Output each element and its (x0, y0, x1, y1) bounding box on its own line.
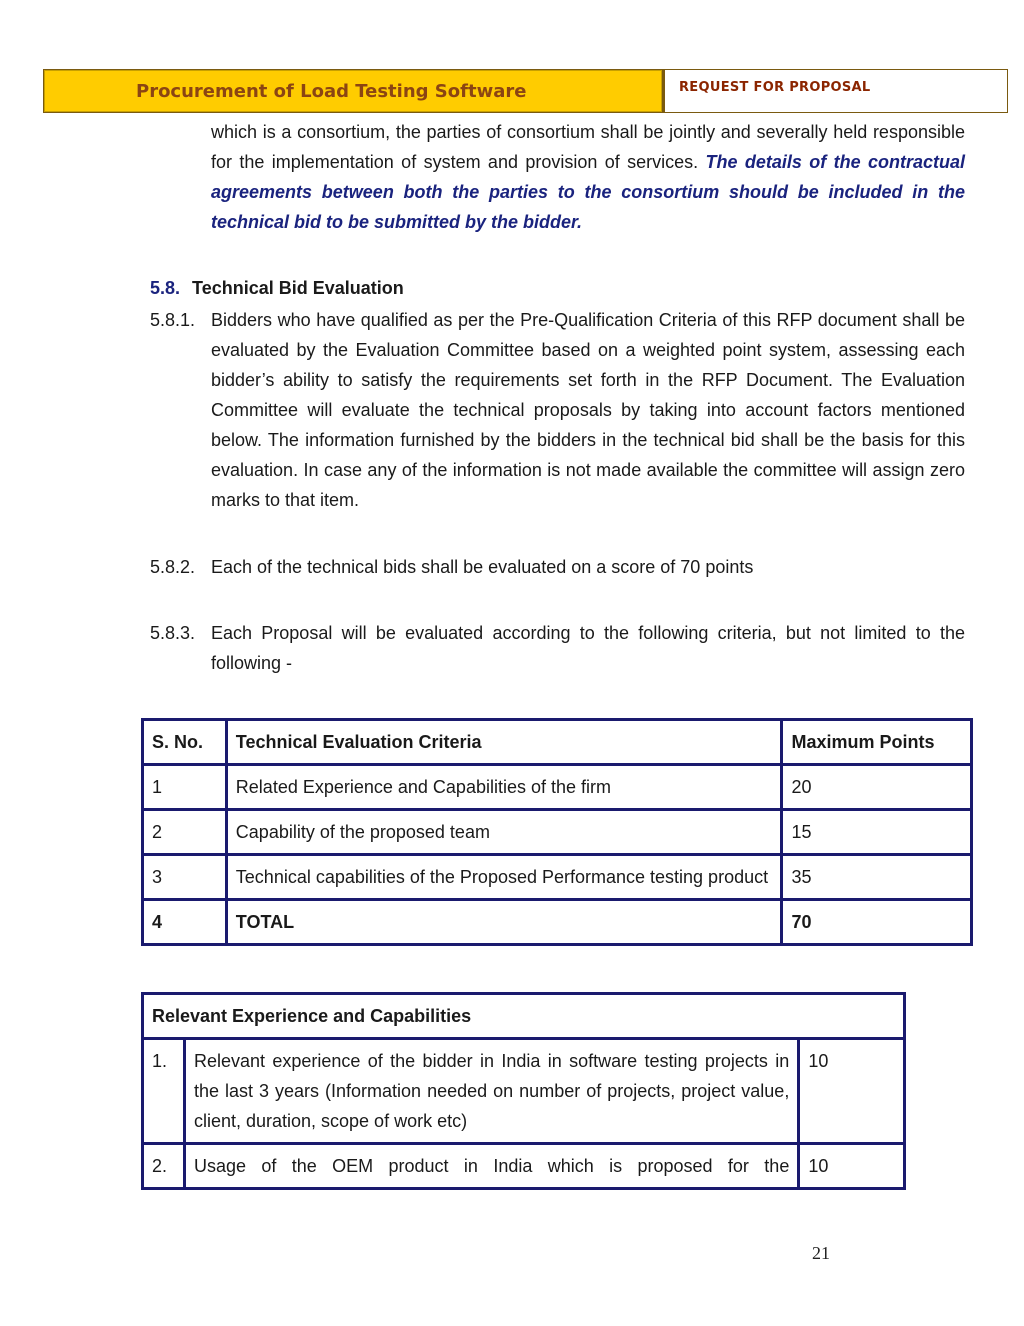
max-points: 20 (782, 765, 972, 810)
table-row (143, 1144, 905, 1189)
intro-emphasis: The details of the contractual agreements between both the parties to the consortium should be included in the technical bid to be submitted by the bidder. (211, 152, 965, 232)
intro-paragraph (211, 117, 965, 237)
criterion-text: Technical capabilities of the Proposed Performance testing product (226, 855, 782, 900)
page-header (43, 69, 1008, 115)
table-title-row (143, 994, 905, 1039)
document-title: Procurement of Load Testing Software (43, 69, 663, 113)
row-number: 2. (143, 1144, 185, 1189)
criterion-text: Usage of the OEM product in India which is proposed for the (184, 1144, 798, 1189)
max-points: 35 (782, 855, 972, 900)
clause-text: Each Proposal will be evaluated according to the following criteria, but not limited to the following - (211, 623, 965, 673)
section-title: Technical Bid Evaluation (192, 278, 404, 298)
criterion-text: Relevant experience of the bidder in India in software testing projects in the last 3 years (Information needed on number of projects, project value, client, duration, scope of work etc) (184, 1039, 798, 1144)
intro-text: which is a consortium, the parties of consortium shall be jointly and severally held responsible for the implementation of system and provision of services. (211, 122, 965, 172)
table-row (143, 1039, 905, 1144)
row-number: 4 (143, 900, 227, 945)
criteria-table (141, 718, 973, 946)
max-points: 10 (799, 1039, 905, 1144)
experience-table (141, 992, 906, 1190)
row-number: 3 (143, 855, 227, 900)
max-points: 15 (782, 810, 972, 855)
clause-number: 5.8.1. (150, 310, 196, 330)
clause-text: Bidders who have qualified as per the Pre-Qualification Criteria of this RFP document shall be evaluated by the Evaluation Committee based on a weighted point system, assessing each bidder’s ability to satisfy the requirements set forth in the RFP Document. The Evaluation Committee will evaluate the technical proposals by taking into account factors mentioned below. The information furnished by the bidders in the technical bid shall be the basis for this evaluation. In case any of the information is not made available the committee will assign zero marks to that item. (211, 310, 965, 510)
criterion-text: Capability of the proposed team (226, 810, 782, 855)
document-type: REQUEST FOR PROPOSAL (663, 69, 1008, 113)
max-points: 10 (799, 1144, 905, 1189)
total-label: TOTAL (226, 900, 782, 945)
criterion-text: Related Experience and Capabilities of the firm (226, 765, 782, 810)
table-title: Relevant Experience and Capabilities (143, 994, 905, 1039)
clause-number: 5.8.3. (150, 623, 196, 643)
table-row (143, 810, 972, 855)
section-number: 5.8. (150, 278, 181, 298)
clause-text: Each of the technical bids shall be evaluated on a score of 70 points (211, 557, 754, 577)
column-header: S. No. (143, 720, 227, 765)
page-number: 21 (812, 1243, 830, 1263)
clause-number: 5.8.2. (150, 557, 196, 577)
column-header: Technical Evaluation Criteria (226, 720, 782, 765)
column-header: Maximum Points (782, 720, 972, 765)
row-number: 1 (143, 765, 227, 810)
row-number: 1. (143, 1039, 185, 1144)
table-header-row (143, 720, 972, 765)
table-row (143, 855, 972, 900)
table-row (143, 765, 972, 810)
section-heading (150, 273, 404, 303)
row-number: 2 (143, 810, 227, 855)
total-points: 70 (782, 900, 972, 945)
table-total-row (143, 900, 972, 945)
